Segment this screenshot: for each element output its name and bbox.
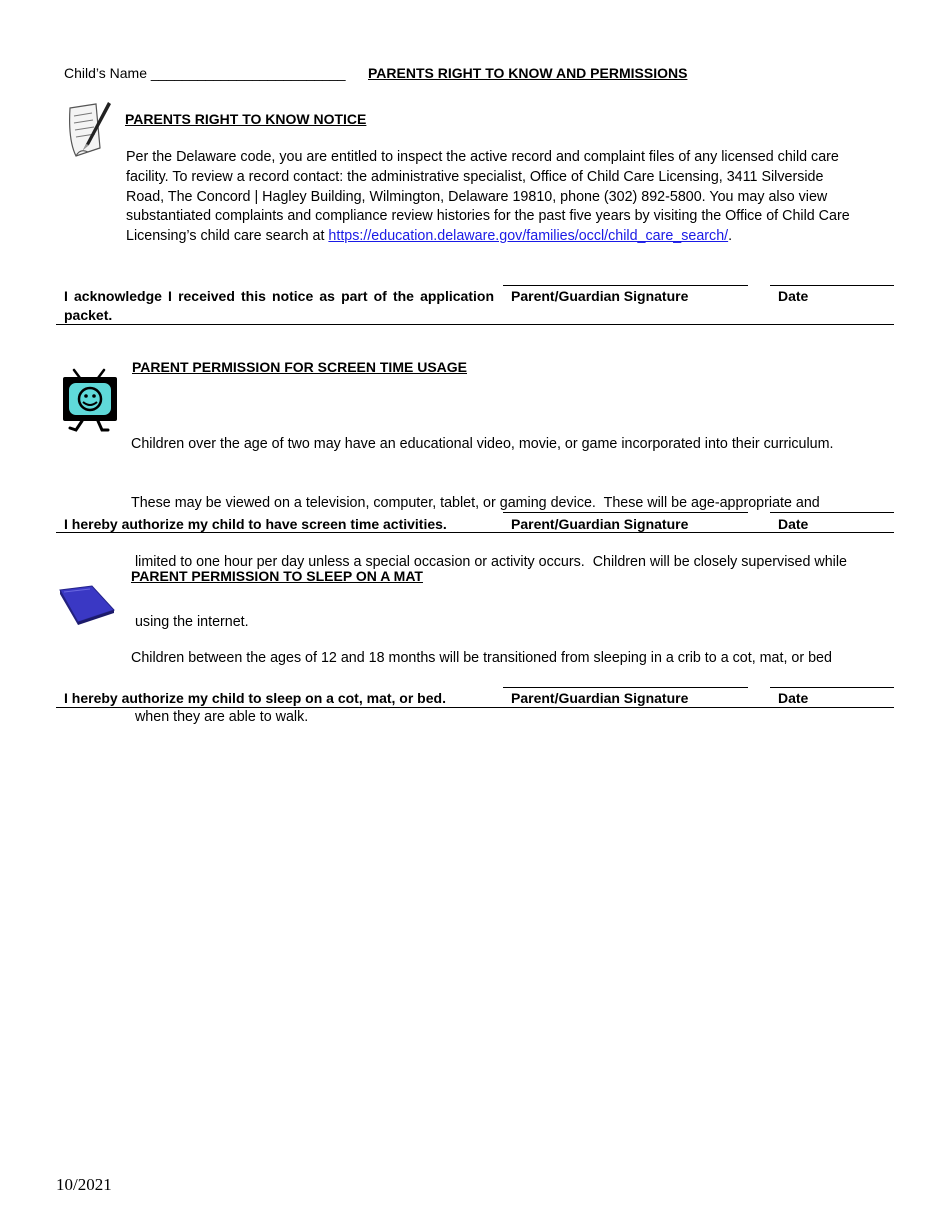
child-care-search-link[interactable]: https://education.delaware.gov/families/occl/child_care_search/ [328,228,729,245]
screen-time-body-line: Children over the age of two may have an educational video, movie, or game incorporated into their curriculum. [131,435,834,452]
screen-time-body-line: using the internet. [131,613,249,630]
date-label: Date [778,288,809,304]
notice-body-line: substantiated complaints and compliance review histories for the past five years by visiting the Office of Child Care [126,208,850,225]
date-label: Date [778,690,809,706]
acknowledgement-text [64,287,494,325]
screen-time-body-line: limited to one hour per day unless a special occasion or activity occurs. Children will be closely supervised while [131,554,847,571]
notice-body-line: facility. To review a record contact: the administrative specialist, Office of Child Care Licensing, 3411 Silverside [126,168,824,185]
date-line[interactable] [770,285,894,286]
acknowledgement-line: packet. [64,307,113,323]
signature-label: Parent/Guardian Signature [511,516,689,532]
acknowledgement-line: I acknowledge I received this notice as part of the application [64,288,494,304]
signature-line[interactable] [503,687,748,688]
screen-time-heading: PARENT PERMISSION FOR SCREEN TIME USAGE [132,359,467,375]
section-divider [56,324,894,325]
date-label: Date [778,516,809,532]
sleep-mat-body [131,609,921,748]
section-divider [56,707,894,708]
child-name-field[interactable] [64,63,346,83]
date-line[interactable] [770,687,894,688]
notice-heading: PARENTS RIGHT TO KNOW NOTICE [125,111,367,127]
signature-label: Parent/Guardian Signature [511,288,689,304]
sleep-mat-body-line: when they are able to walk. [131,708,309,725]
revision-date: 10/2021 [56,1175,112,1194]
screen-time-authorization: I hereby authorize my child to have screen time activities. [64,516,447,532]
child-name-label: Child’s Name [64,65,147,81]
sleep-mat-body-line: Children between the ages of 12 and 18 months will be transitioned from sleeping in a crib to a cot, mat, or bed [131,649,832,666]
document-pen-icon [62,100,114,162]
date-line[interactable] [770,512,894,513]
signature-line[interactable] [503,512,748,513]
sleep-mat-authorization: I hereby authorize my child to sleep on a cot, mat, or bed. [64,690,446,706]
notice-body-line: Road, The Concord | Hagley Building, Wilmington, Delaware 19810, phone (302) 892-5800. You may also view [126,188,828,205]
signature-label: Parent/Guardian Signature [511,690,689,706]
notice-body-line [126,227,916,247]
screen-time-body-line: These may be viewed on a television, computer, tablet, or gaming device. These will be age-appropriate and [131,494,820,511]
television-icon [60,368,120,436]
notice-body-line: Per the Delaware code, you are entitled to inspect the active record and complaint files of any licensed child care [126,149,839,165]
sleep-mat-icon [58,584,118,626]
child-name-blank: _________________________ [150,65,346,81]
section-divider [56,532,894,533]
notice-last-line-prefix: Licensing’s child care search at [126,228,329,245]
signature-line[interactable] [503,285,748,286]
notice-last-line-suffix: . [728,228,733,245]
sleep-mat-heading: PARENT PERMISSION TO SLEEP ON A MAT [131,568,423,584]
notice-body [126,148,916,247]
page-title: PARENTS RIGHT TO KNOW AND PERMISSIONS [368,65,688,81]
